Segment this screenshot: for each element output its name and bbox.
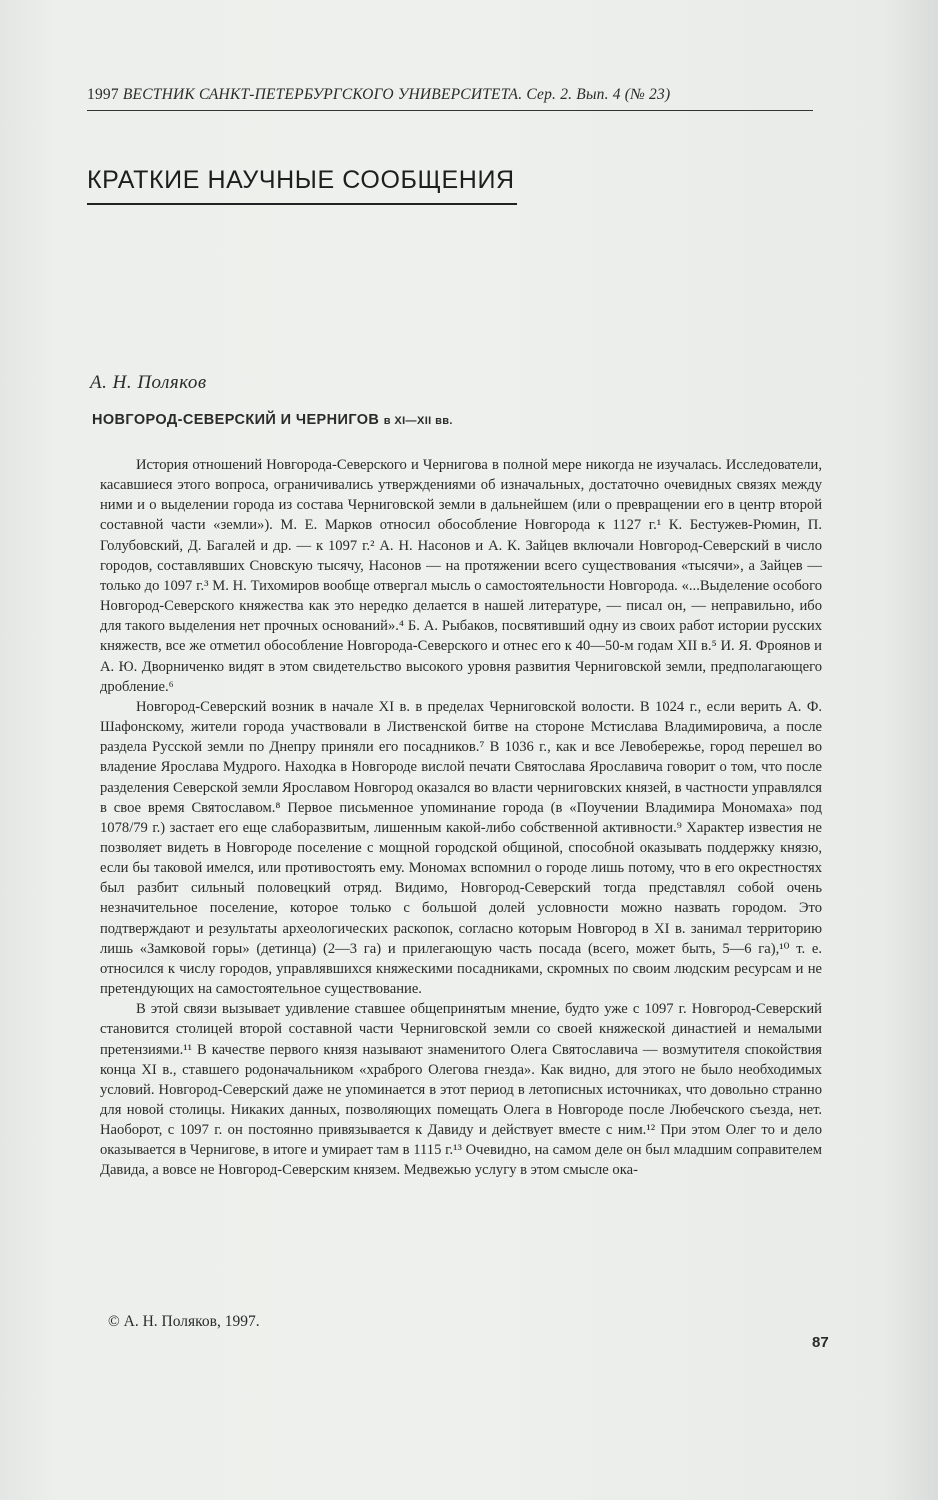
body-paragraph: Новгород-Северский возник в начале XI в. в пределах Черниговской волости. В 1024 г., если верить А. Ф. Шафонскому, жители города участвовали в Лиственской битве на стороне Мстислава Владимировича, а после раздела Русской земли по Днепру приняли его посадников.⁷ В 1036 г., как и все Левобережье, город перешел во владение Ярослава Мудрого. Находка в Новгороде вислой печати Святослава Ярославича говорит о том, что после разделения Северской земли Ярославом Новгород оказался во власти черниговских князей, в частности управлялся в свое время Святославом.⁸ Первое письменное упоминание города (в «Поучении Владимира Мономаха» под 1078/79 г.) застает его еще слаборазвитым, лишенным какой-либо собственной активности.⁹ Характер известия не позволяет видеть в Новгороде поселение с мощной городской общиной, способной оказывать поддержку князю, если бы таковой имелся, или противостоять ему. Мономах вспомнил о городе лишь потому, что в его окрестностях был разбит сильный половецкий отряд. Видимо, Новгород-Северский тогда представлял собой очень незначительное поселение, которое только с большой долей условности можно назвать городом. Это подтверждают и результаты археологических раскопок, согласно которым Новгород в XI в. занимал территорию лишь «Замковой горы» (детинца) (2—3 га) и прилегающую часть посада (всего, может быть, 5—6 га),¹⁰ т. е. относился к числу городов, управлявшихся княжескими посадниками, скромных по своим людским ресурсам и не претендующих на самостоятельное существование. bbox=[100, 698, 822, 998]
page-number: 87 bbox=[812, 1334, 829, 1351]
article-title bbox=[92, 412, 453, 428]
body-paragraph: История отношений Новгорода-Северского и Чернигова в полной мере никогда не изучалась. Исследователи, касавшиеся этого вопроса, ограничивались утверждениями об изначальных, достаточно очевидных связях между ними и о выделении города из состава Черниговской земли в дальнейшем (или о превращении его в центр второй составной части «земли»). М. Е. Марков относил обособление Новгорода к 1127 г.¹ К. Бестужев-Рюмин, П. Голубовский, Д. Багалей и др. — к 1097 г.² А. Н. Насонов и А. К. Зайцев включали Новгород-Северский в число городов, составлявших Сновскую тысячу, Насонов — на протяжении всего существования «тысячи», а Зайцев — только до 1097 г.³ М. Н. Тихомиров вообще отвергал мысль о самостоятельности Новгорода. «...Выделение особого Новгород-Северского княжества как это нередко делается в нашей литературе, — писал он, — неправильно, ибо для такого выделения нет прочных оснований».⁴ Б. А. Рыбаков, посвятивший одну из своих работ истории русских княжеств, все же отметил обособление Новгорода-Северского и отнес его к 40—50-м годам XII в.⁵ И. Я. Фроянов и А. Ю. Дворниченко видят в этом свидетельство высокого уровня развития Черниговской земли, предполагающего дробление.⁶ bbox=[100, 457, 822, 695]
header-series: Сер. 2. Вып. 4 (№ 23) bbox=[526, 86, 671, 103]
article-body bbox=[100, 455, 822, 1181]
article-title-main: НОВГОРОД-СЕВЕРСКИЙ И ЧЕРНИГОВ bbox=[92, 412, 380, 428]
section-title: КРАТКИЕ НАУЧНЫЕ СООБЩЕНИЯ bbox=[87, 166, 517, 205]
header-year: 1997 bbox=[87, 86, 119, 103]
body-paragraph: В этой связи вызывает удивление ставшее общепринятым мнение, будто уже с 1097 г. Новгород-Северский становится столицей второй составной части Черниговской земли со своей княжеской династией и немалыми претензиями.¹¹ В качестве первого князя называют знаменитого Олега Святославича — возмутителя спокойствия конца XI в., ставшего родоначальником «храброго Олегова гнезда». Как видно, для этого не было необходимых условий. Новгород-Северский даже не упоминается в этот период в летописных источниках, что довольно странно для новой столицы. Никаких данных, позволяющих помещать Олега в Новгороде после Любечского съезда, нет. Наоборот, с 1097 г. он постоянно привязывается к Давиду и действует вместе с ним.¹² При этом Олег то и дело оказывается в Чернигове, в итоге и умирает там в 1115 г.¹³ Очевидно, на самом деле он был младшим соправителем Давида, а вовсе не Новгород-Северским князем. Медвежью услугу в этом смысле ока- bbox=[100, 1001, 822, 1179]
article-author: А. Н. Поляков bbox=[90, 372, 207, 393]
running-header bbox=[87, 86, 813, 111]
header-journal: ВЕСТНИК САНКТ-ПЕТЕРБУРГСКОГО УНИВЕРСИТЕТА. bbox=[122, 86, 523, 103]
article-title-suffix: в XI—XII вв. bbox=[383, 415, 453, 427]
copyright-notice: © А. Н. Поляков, 1997. bbox=[108, 1313, 260, 1330]
